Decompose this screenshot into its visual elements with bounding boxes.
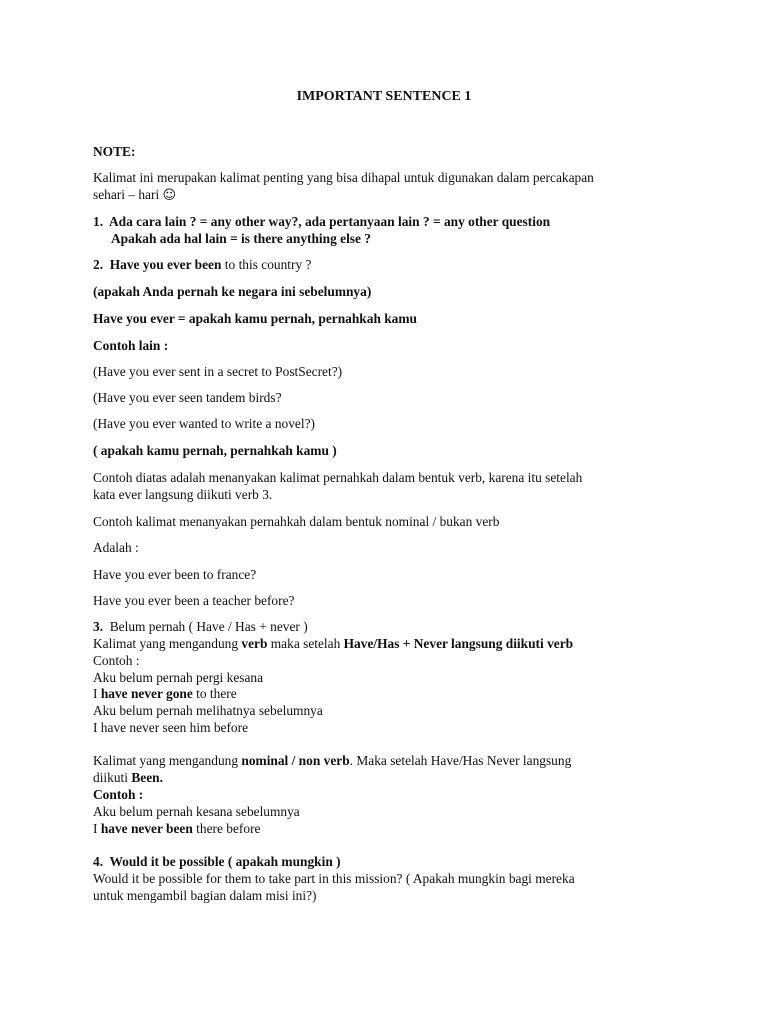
verb-rule-mid: maka setelah — [267, 636, 344, 651]
note-line-2-text: sehari – hari — [93, 187, 160, 202]
ex6-bold: have never been — [100, 821, 193, 836]
item-2-meaning: ( apakah kamu pernah, pernahkah kamu ) — [93, 443, 337, 458]
item-3-contoh-1: Contoh : — [93, 653, 140, 668]
item-3-example-3: Aku belum pernah melihatnya sebelumnya — [93, 703, 323, 718]
item-4-number: 4. — [93, 854, 104, 869]
ex6-post: there before — [192, 821, 261, 836]
item-4-heading — [93, 854, 341, 871]
item-3-contoh-2: Contoh : — [93, 787, 144, 802]
nom-rule-bold: nominal / non verb — [241, 753, 350, 768]
item-2-example-3: (Have you ever wanted to write a novel?) — [93, 416, 315, 431]
item-3-nominal-rule-2 — [93, 770, 163, 787]
verb-rule-bold: verb — [241, 636, 268, 651]
nom-rule-post: . Maka setelah Have/Has Never langsung — [349, 753, 572, 768]
item-2-explain-1: Contoh diatas adalah menanyakan kalimat pernahkah dalam bentuk verb, karena itu setelah — [93, 470, 583, 485]
item-3-nominal-rule — [93, 753, 571, 770]
item-1-line-2: Apakah ada hal lain = is there anything else ? — [111, 231, 371, 246]
item-2-definition: Have you ever = apakah kamu pernah, pernahkah kamu — [93, 311, 417, 326]
item-2-adalah: Adalah : — [93, 540, 139, 555]
item-3-verb-rule — [93, 636, 573, 653]
item-2-nominal-intro: Contoh kalimat menanyakan pernahkah dalam bentuk nominal / bukan verb — [93, 514, 500, 529]
note-heading: NOTE: — [93, 144, 136, 159]
item-3-example-2 — [93, 686, 237, 703]
ex6-pre: I — [93, 821, 101, 836]
item-2-translation: (apakah Anda pernah ke negara ini sebelumnya) — [93, 284, 372, 299]
item-3-heading — [93, 619, 308, 636]
item-2-rest: to this country ? — [221, 257, 312, 272]
item-4-line-1: Would it be possible for them to take part in this mission? ( Apakah mungkin bagi mereka — [93, 871, 575, 886]
ex2-post: to there — [192, 686, 237, 701]
item-2-example-1: (Have you ever sent in a secret to PostSecret?) — [93, 364, 343, 379]
verb-rule-pre: Kalimat yang mengandung — [93, 636, 242, 651]
item-2-example-5: Have you ever been a teacher before? — [93, 593, 295, 608]
ex2-pre: I — [93, 686, 101, 701]
item-4-line-2: untuk mengambil bagian dalam misi ini?) — [93, 888, 317, 903]
item-2-example-4: Have you ever been to france? — [93, 567, 257, 582]
note-line-2 — [93, 187, 176, 205]
item-2-explain-2: kata ever langsung diikuti verb 3. — [93, 487, 273, 502]
item-3-heading-text: Belum pernah ( Have / Has + never ) — [109, 619, 308, 634]
item-3-example-1: Aku belum pernah pergi kesana — [93, 670, 264, 685]
page-title: IMPORTANT SENTENCE 1 — [296, 89, 472, 104]
nom-rule-pre: Kalimat yang mengandung — [93, 753, 242, 768]
nom-line2-bold: Been. — [131, 770, 163, 785]
item-2-heading — [93, 257, 311, 274]
verb-rule-bold-2: Have/Has + Never langsung diikuti verb — [343, 636, 574, 651]
item-2-example-2: (Have you ever seen tandem birds? — [93, 390, 282, 405]
item-2-bold: Have you ever been — [109, 257, 222, 272]
item-2-contoh-label: Contoh lain : — [93, 338, 169, 353]
note-line-1: Kalimat ini merupakan kalimat penting yang bisa dihapal untuk digunakan dalam percakapan — [93, 170, 594, 185]
item-1-number: 1. — [93, 214, 104, 229]
item-1-text-1: Ada cara lain ? = any other way?, ada pertanyaan lain ? = any other question — [109, 214, 551, 229]
item-4-heading-text: Would it be possible ( apakah mungkin ) — [109, 854, 341, 869]
item-1-line-1 — [93, 214, 550, 231]
item-2-number: 2. — [93, 257, 104, 272]
ex2-bold: have never gone — [100, 686, 193, 701]
nom-line2-pre: diikuti — [93, 770, 132, 785]
item-3-number: 3. — [93, 619, 104, 634]
item-3-example-4: I have never seen him before — [93, 720, 249, 735]
item-3-example-6 — [93, 821, 260, 838]
item-3-example-5: Aku belum pernah kesana sebelumnya — [93, 804, 300, 819]
smiley-icon: ☺ — [162, 188, 177, 203]
